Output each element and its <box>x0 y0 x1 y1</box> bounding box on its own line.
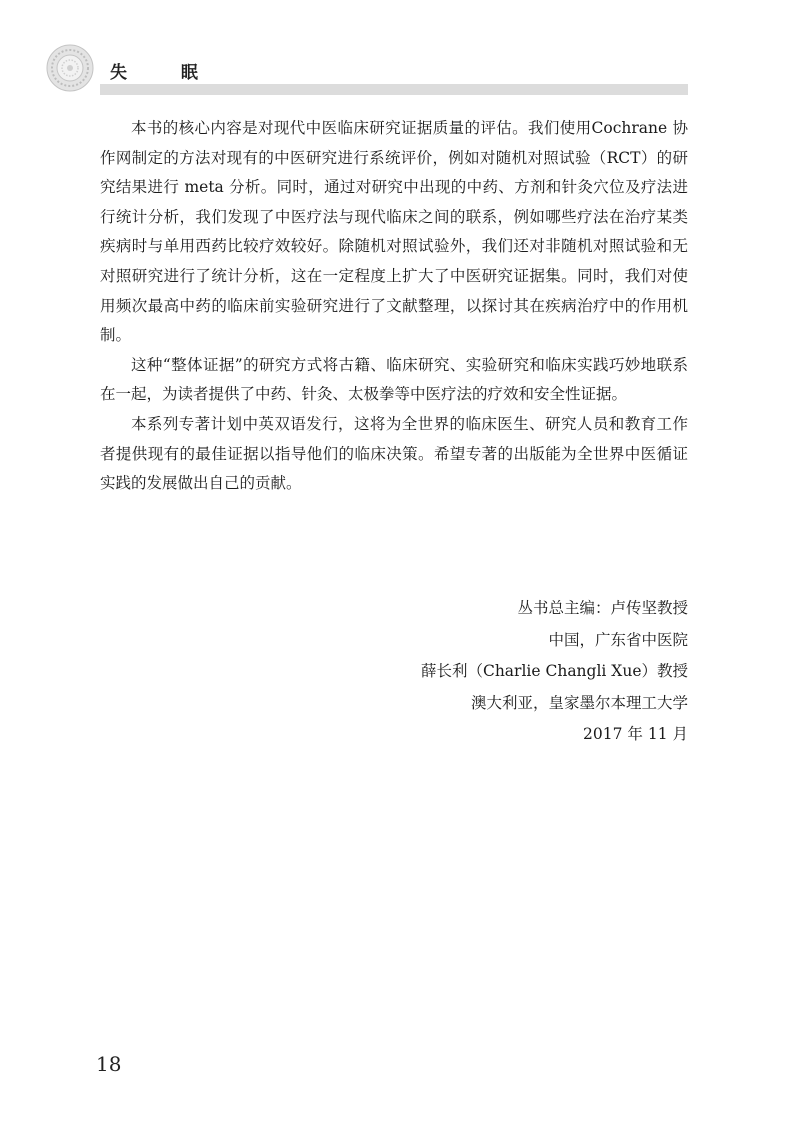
editor-line: 丛书总主编：卢传坚教授 <box>517 599 688 617</box>
header-band <box>100 84 688 95</box>
paragraph: 本系列专著计划中英双语发行，这将为全世界的临床医生、研究人员和教育工作者提供现有的最佳证据以指导他们的临床决策。希望专著的出版能为全世界中医循证实践的发展做出自己的贡献。 <box>100 414 688 493</box>
signature-date: 2017 年 11 月 <box>583 725 688 743</box>
editor-affiliation: 中国，广东省中医院 <box>548 630 688 649</box>
coeditor-affiliation: 澳大利亚，皇家墨尔本理工大学 <box>470 693 688 712</box>
page-number: 18 <box>96 1052 122 1076</box>
coeditor-line: 薛长利（Charlie Changli Xue）教授 <box>420 662 688 680</box>
emblem-icon <box>46 44 94 92</box>
running-head: 失 眠 <box>110 63 222 83</box>
paragraph: 本书的核心内容是对现代中医临床研究证据质量的评估。我们使用Cochrane 协作网制定的方法对现有的中医研究进行系统评价，例如对随机对照试验（RCT）的研究结果进行 meta 分析。同时，通过对研究中出现的中药、方剂和针灸穴位及疗法进行统计分析，我们发现了中医疗法与现代临床之间的联系，例如哪些疗法在治疗某类疾病时与单用西药比较疗效较好。除随机对照试验外，我们还对非随机对照试验和无对照研究进行了统计分析，这在一定程度上扩大了中医研究证据集。同时，我们对使用频次最高中药的临床前实验研究进行了文献整理，以探讨其在疾病治疗中的作用机制。 <box>100 119 688 345</box>
paragraph: 这种“整体证据”的研究方式将古籍、临床研究、实验研究和临床实践巧妙地联系在一起，为读者提供了中药、针灸、太极拳等中医疗法的疗效和安全性证据。 <box>100 355 688 404</box>
body-text <box>100 114 688 499</box>
signature-block <box>268 593 688 751</box>
